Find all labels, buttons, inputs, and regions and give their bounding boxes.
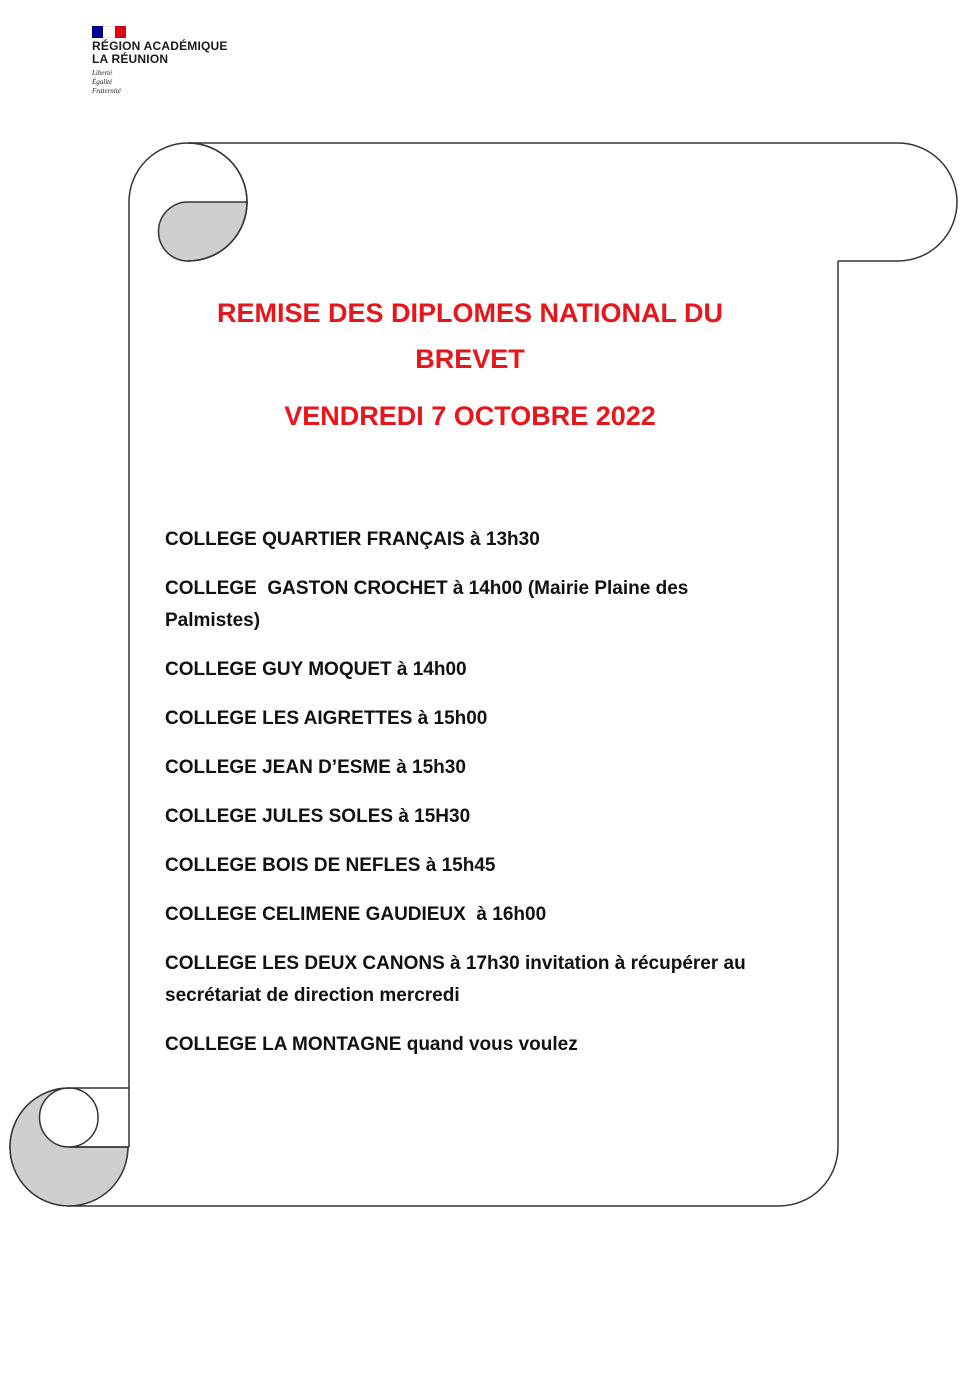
motto-liberte: Liberté <box>92 69 113 77</box>
logo-region-subname: LA RÉUNION <box>92 52 169 66</box>
schedule-item: COLLEGE JULES SOLES à 15H30 <box>165 806 471 827</box>
motto-egalite: Égalité <box>92 78 113 86</box>
schedule-item: COLLEGE GASTON CROCHET à 14h00 (Mairie Plaine des Palmistes) <box>165 578 694 631</box>
schedule-item: COLLEGE CELIMENE GAUDIEUX à 16h00 <box>165 904 547 925</box>
motto-fraternite: Fraternité <box>92 87 121 95</box>
schedule-item: COLLEGE LA MONTAGNE quand vous voulez <box>165 1034 578 1055</box>
schedule-item: COLLEGE LES DEUX CANONS à 17h30 invitation à récupérer au secrétariat de direction mercredi <box>165 953 751 1006</box>
event-date: VENDREDI 7 OCTOBRE 2022 <box>284 401 656 431</box>
schedule-item: COLLEGE GUY MOQUET à 14h00 <box>165 659 467 680</box>
schedule-item: COLLEGE BOIS DE NEFLES à 15h45 <box>165 855 496 876</box>
schedule-item: COLLEGE QUARTIER FRANÇAIS à 13h30 <box>165 529 540 550</box>
title-line-1: REMISE DES DIPLOMES NATIONAL DU <box>216 298 724 328</box>
title-line-2: BREVET <box>415 344 525 374</box>
schedule-list <box>165 524 775 1078</box>
schedule-item: COLLEGE LES AIGRETTES à 15h00 <box>165 708 488 729</box>
document-heading <box>150 290 790 434</box>
logo-region-name: RÉGION ACADÉMIQUE <box>92 39 228 53</box>
top-curl <box>159 202 248 261</box>
schedule-item: COLLEGE JEAN D’ESME à 15h30 <box>165 757 466 778</box>
